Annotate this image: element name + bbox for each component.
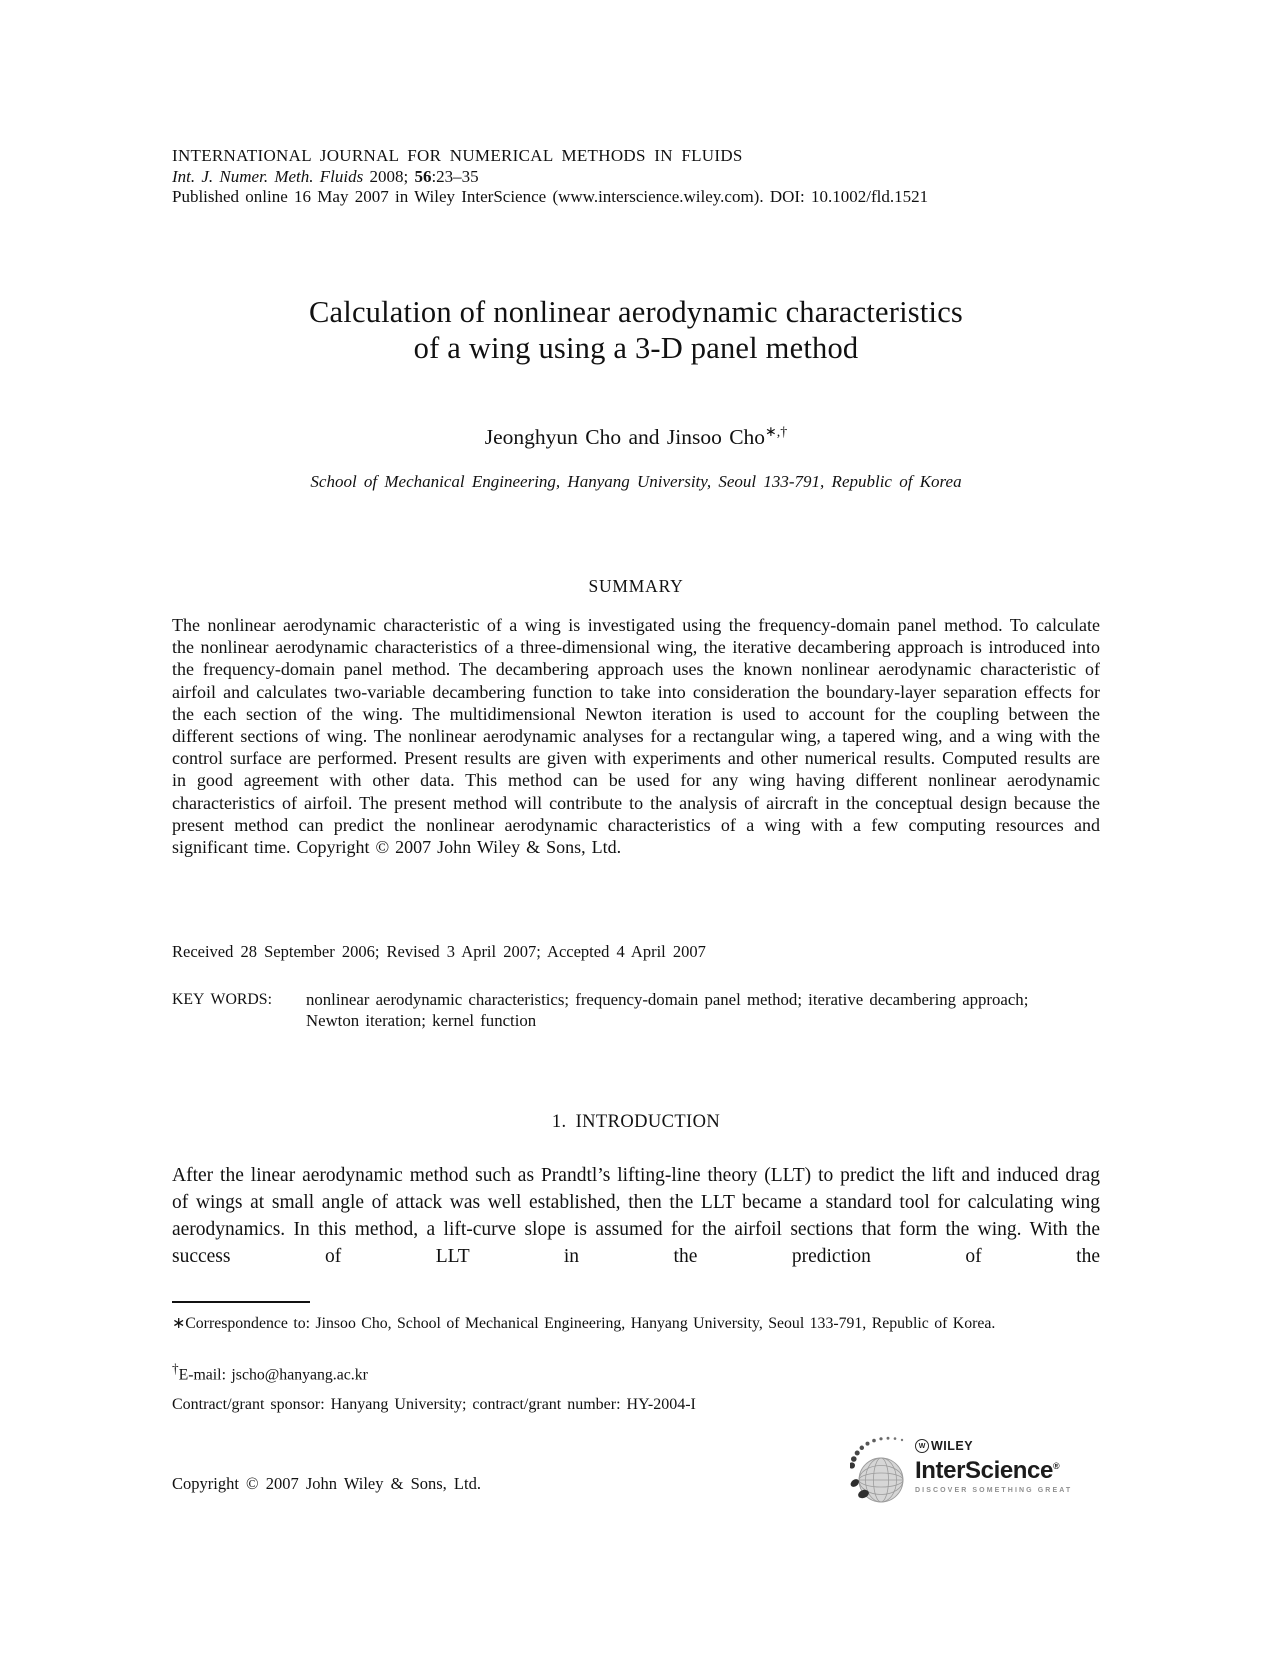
logo-tagline: DISCOVER SOMETHING GREAT [915, 1487, 1073, 1494]
email-marker: † [172, 1361, 179, 1376]
email-text: E-mail: jscho@hanyang.ac.kr [178, 1366, 368, 1384]
keywords-block [172, 990, 1100, 1032]
paper-title [172, 294, 1100, 366]
received-line: Received 28 September 2006; Revised 3 April 2007; Accepted 4 April 2007 [172, 942, 706, 961]
copyright-line: Copyright © 2007 John Wiley & Sons, Ltd. [172, 1474, 481, 1493]
interscience-label: InterScience [915, 1457, 1053, 1484]
journal-name: INTERNATIONAL JOURNAL FOR NUMERICAL METHODS IN FLUIDS [172, 146, 743, 165]
correspondence-note [172, 1313, 1057, 1335]
wiley-wordmark [915, 1439, 1072, 1453]
keywords-text: nonlinear aerodynamic characteristics; frequency-domain panel method; iterative decambering approach; Newton iteration; kernel function [306, 990, 1029, 1030]
logo-text [915, 1434, 1072, 1494]
authors-line [172, 424, 1100, 450]
registered-mark: ® [1052, 1461, 1060, 1471]
author-footnote-marks: ∗,† [765, 425, 788, 440]
wiley-label: WILEY [931, 1439, 974, 1453]
globe-icon [850, 1434, 912, 1514]
affiliation: School of Mechanical Engineering, Hanyang University, Seoul 133-791, Republic of Korea [310, 472, 962, 491]
interscience-wordmark [915, 1453, 1072, 1484]
paper-title-line1: Calculation of nonlinear aerodynamic characteristics [308, 295, 963, 329]
introduction-paragraph: After the linear aerodynamic method such as Prandtl’s lifting-line theory (LLT) to predict the lift and induced drag of wings at small angle of attack was well established, then the LLT became a standard tool for calculating wing aerodynamics. In this method, a lift-curve slope is assumed for the airfoil sections that form the wing. With the success of LLT in the prediction of the [172, 1165, 1100, 1267]
author-names: Jeonghyun Cho and Jinsoo Cho [484, 425, 766, 450]
grant-note: Contract/grant sponsor: Hanyang University; contract/grant number: HY-2004-I [172, 1396, 696, 1413]
abstract-text: The nonlinear aerodynamic characteristic of a wing is investigated using the frequency-domain panel method. To calculate the nonlinear aerodynamic characteristics of a three-dimensional wing, the iterative decambering approach is introduced into the frequency-domain panel method. The decambering approach uses the known nonlinear aerodynamic characteristic of airfoil and calculates two-variable decambering function to take into consideration the boundary-layer separation effects for the each section of the wing. The multidimensional Newton iteration is used to account for the coupling between the different sections of wing. The nonlinear aerodynamic analyses for a rectangular wing, a tapered wing, and a wing with the control surface are performed. Present results are given with experiments and other numerical results. Computed results are in good agreement with other data. This method can be used for any wing having different nonlinear aerodynamic characteristics of airfoil. The present method will contribute to the analysis of aircraft in the conceptual design because the present method can predict the nonlinear aerodynamic characteristics of a wing with a few computing resources and significant time. Copyright © 2007 John Wiley & Sons, Ltd. [172, 615, 1100, 858]
citation-pages: :23–35 [431, 166, 479, 186]
correspondence-text: Correspondence to: Jinsoo Cho, School of Mechanical Engineering, Hanyang University, Seoul 133-791, Republic of Korea. [185, 1315, 996, 1332]
wiley-w-mark-icon: W [915, 1439, 929, 1453]
journal-header [172, 146, 1100, 208]
summary-heading: SUMMARY [588, 576, 684, 596]
section-title: INTRODUCTION [575, 1112, 721, 1132]
correspondence-marker: ∗ [172, 1315, 186, 1332]
footnote-divider [172, 1301, 310, 1303]
citation-line [172, 167, 1100, 188]
keywords-label: KEY WORDS: [172, 991, 272, 1008]
citation-year: 2008; [369, 166, 409, 186]
wiley-interscience-logo [850, 1434, 1072, 1514]
journal-abbrev: Int. J. Numer. Meth. Fluids [172, 166, 364, 186]
email-note [172, 1358, 1100, 1386]
citation-volume: 56 [414, 166, 432, 186]
paper-title-line2: of a wing using a 3-D panel method [413, 331, 859, 365]
published-online-line: Published online 16 May 2007 in Wiley InterScience (www.interscience.wiley.com). DOI: 10.1002/fld.1521 [172, 187, 929, 206]
section-heading-introduction [172, 1112, 1100, 1133]
section-number: 1. [551, 1112, 567, 1132]
